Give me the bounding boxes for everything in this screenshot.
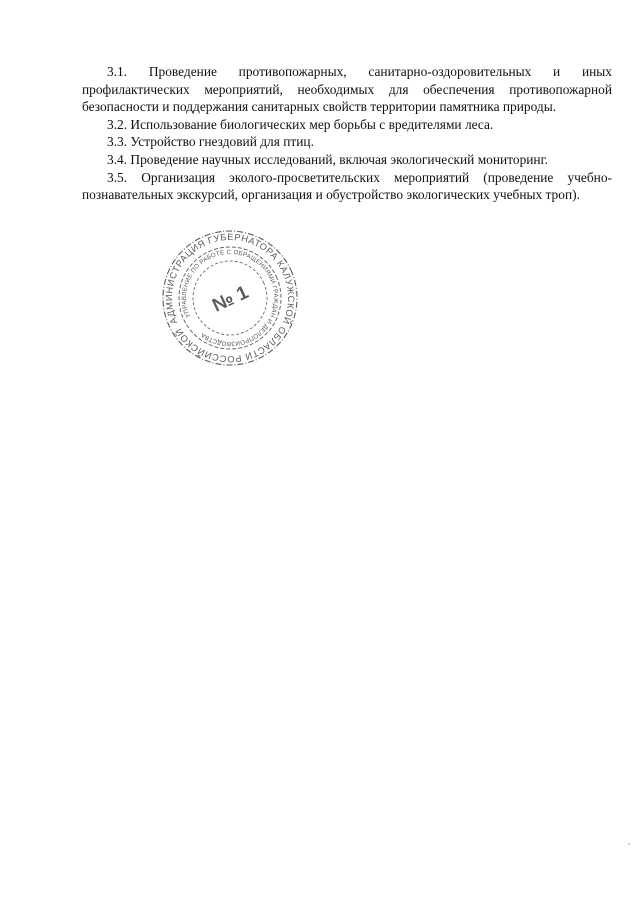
paragraph-3-4: 3.4. Проведение научных исследований, включая экологический мониторинг.: [107, 151, 548, 167]
seal-number: № 1: [209, 282, 252, 317]
document-body: [82, 63, 612, 204]
seal-outer-text: АДМИНИСТРАЦИЯ ГУБЕРНАТОРА КАЛУЖСКОЙ ОБЛАСТИ РОССИЙСКОЙ: [163, 231, 297, 365]
seal-stamp-image: [160, 228, 300, 368]
paragraph-3-1: 3.1. Проведение противопожарных, санитарно-оздоровительных и иных профилактических мероприятий, необходимых для обеспечения противопожарной безопасности и поддержания санитарных свойств территории памятника природы.: [82, 64, 612, 115]
paragraph-3-5: 3.5. Организация эколого-просветительских мероприятий (проведение учебно-познавательных экскурсий, организация и обустройство экологических учебных троп).: [82, 169, 612, 203]
official-seal: [160, 228, 300, 368]
seal-inner-text: УПРАВЛЕНИЕ ПО РАБОТЕ С ОБРАЩЕНИЯМИ ГРАЖДАН И ДЕЛОПРОИЗВОДСТВА: [180, 248, 280, 348]
scan-speck: [628, 843, 630, 845]
paragraph-3-2: 3.2. Использование биологических мер борьбы с вредителями леса.: [107, 116, 494, 132]
paragraph-3-3: 3.3. Устройство гнездовий для птиц.: [107, 134, 314, 150]
